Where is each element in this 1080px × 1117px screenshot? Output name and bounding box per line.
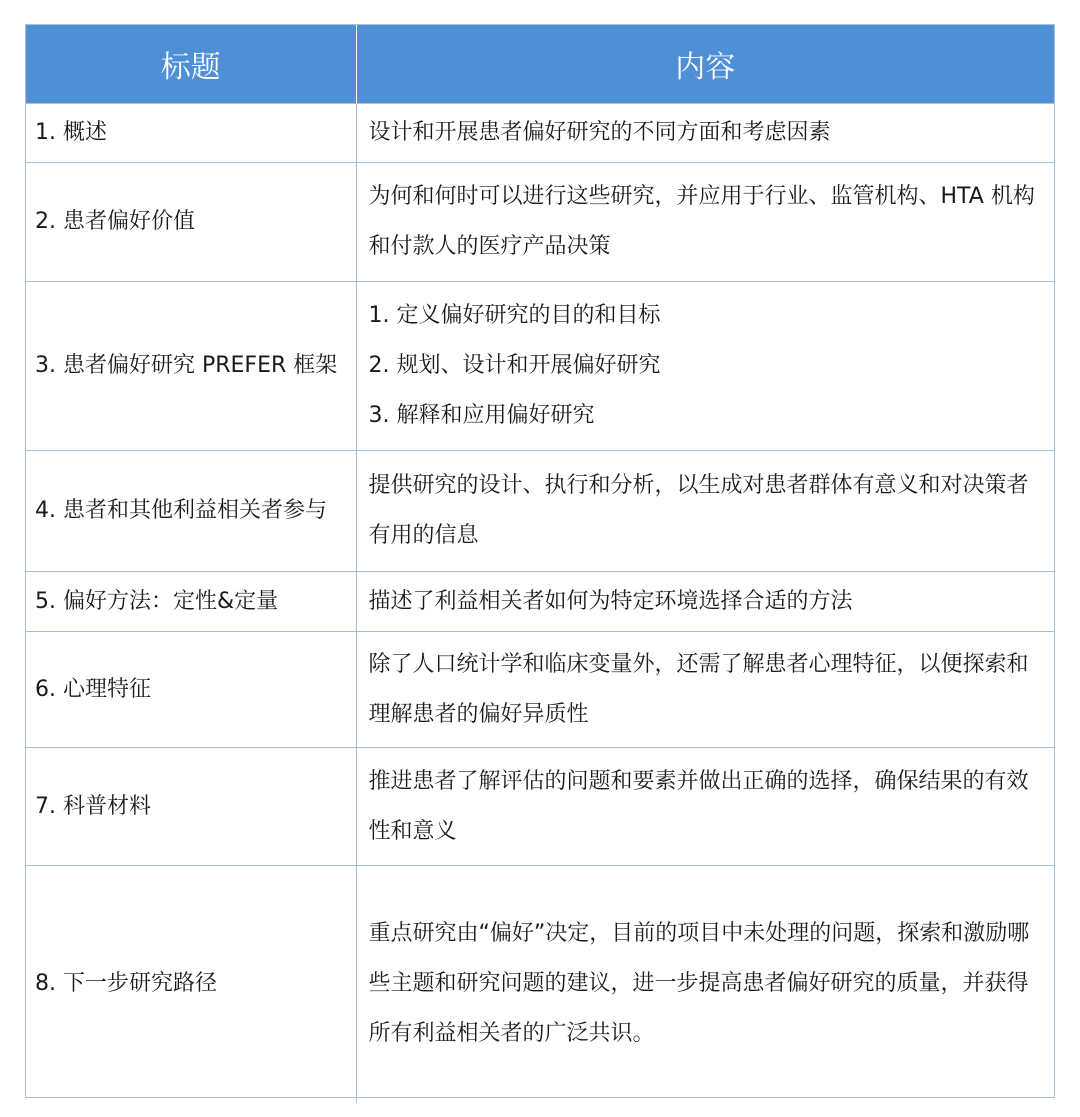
row-title: 7. 科普材料 <box>26 748 356 866</box>
content-line: 推进患者了解评估的问题和要素并做出正确的选择，确保结果的有效性和意义 <box>368 768 1029 844</box>
info-table-container <box>25 24 1055 1098</box>
row-title: 2. 患者偏好价值 <box>26 163 356 282</box>
table-row <box>26 572 1054 632</box>
header-content: 内容 <box>356 25 1054 104</box>
row-title: 4. 患者和其他利益相关者参与 <box>26 451 356 572</box>
content-line: 3. 解释和应用偏好研究 <box>368 403 595 428</box>
content-line: 设计和开展患者偏好研究的不同方面和考虑因素 <box>368 120 831 145</box>
row-content <box>356 451 1054 572</box>
row-content <box>356 163 1054 282</box>
row-content <box>356 866 1054 1103</box>
table-row <box>26 748 1054 866</box>
table-row <box>26 104 1054 163</box>
table-row <box>26 866 1054 1103</box>
content-line: 除了人口统计学和临床变量外，还需了解患者心理特征，以便探索和理解患者的偏好异质性 <box>368 651 1029 727</box>
content-line: 2. 规划、设计和开展偏好研究 <box>368 353 661 378</box>
content-line: 重点研究由“偏好”决定，目前的项目中未处理的问题，探索和激励哪些主题和研究问题的建议，进一步提高患者偏好研究的质量，并获得所有利益相关者的广泛共识。 <box>368 921 1030 1047</box>
content-line: 1. 定义偏好研究的目的和目标 <box>368 303 661 328</box>
table-header-row <box>26 25 1054 104</box>
row-title: 1. 概述 <box>26 104 356 163</box>
row-content <box>356 104 1054 163</box>
content-line: 描述了利益相关者如何为特定环境选择合适的方法 <box>368 588 853 614</box>
content-line: 提供研究的设计、执行和分析，以生成对患者群体有意义和对决策者有用的信息 <box>368 473 1029 548</box>
table-row <box>26 282 1054 451</box>
info-table <box>26 25 1054 1103</box>
row-content <box>356 632 1054 748</box>
table-row <box>26 632 1054 748</box>
row-content <box>356 572 1054 632</box>
row-title: 5. 偏好方法：定性&定量 <box>26 572 356 632</box>
row-content <box>356 282 1054 451</box>
table-row <box>26 451 1054 572</box>
row-title: 8. 下一步研究路径 <box>26 866 356 1103</box>
header-title: 标题 <box>26 25 356 104</box>
content-line: 为何和何时可以进行这些研究，并应用于行业、监管机构、HTA 机构和付款人的医疗产品决策 <box>368 184 1035 259</box>
row-title: 6. 心理特征 <box>26 632 356 748</box>
table-row <box>26 163 1054 282</box>
row-title: 3. 患者偏好研究 PREFER 框架 <box>26 282 356 451</box>
row-content <box>356 748 1054 866</box>
